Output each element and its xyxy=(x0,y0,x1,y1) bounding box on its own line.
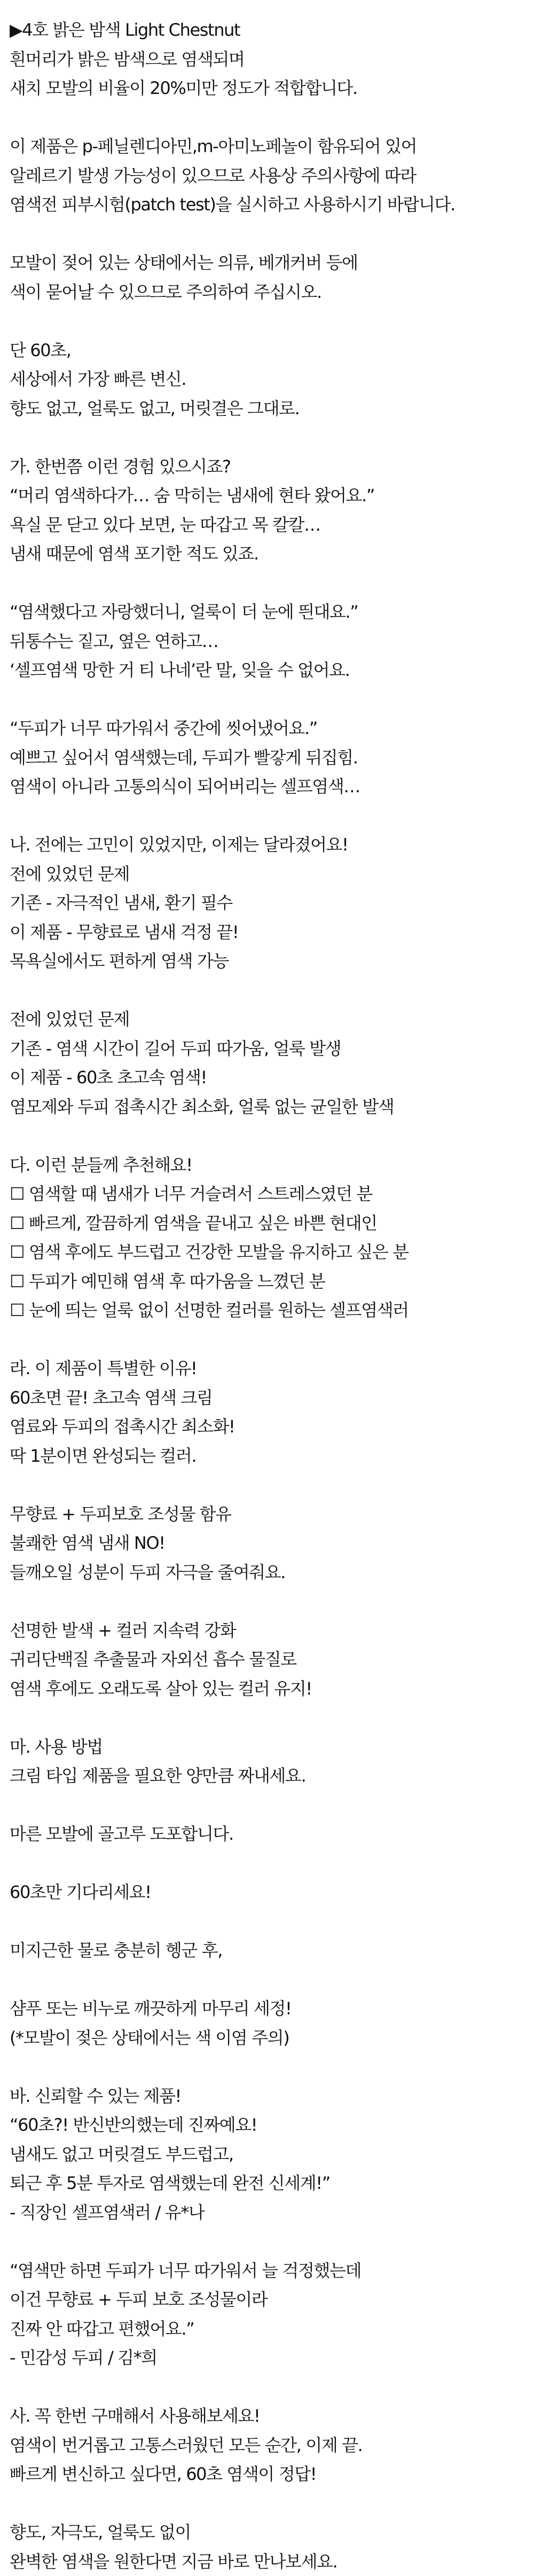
text-line: 이건 무향료 + 두피 보호 조성물이라 xyxy=(10,2285,534,2314)
text-line: 선명한 발색 + 컬러 지속력 강화 xyxy=(10,1616,534,1645)
text-line: 단 60초, xyxy=(10,336,534,365)
paragraph-gap xyxy=(10,1791,534,1820)
paragraph-gap xyxy=(10,1587,534,1616)
text-line: 퇴근 후 5분 투자로 염색했는데 완전 신세계!” xyxy=(10,2169,534,2198)
text-line: 염색이 아니라 고통의식이 되어버리는 셀프염색… xyxy=(10,772,534,801)
text-line: 60초만 기다리세요! xyxy=(10,1878,534,1907)
paragraph xyxy=(10,1500,534,1587)
paragraph xyxy=(10,15,534,103)
paragraph-gap xyxy=(10,1703,534,1732)
paragraph-gap xyxy=(10,423,534,452)
text-line: 염색전 피부시험(patch test)을 실시하고 사용하시기 바랍니다. xyxy=(10,190,534,219)
text-line: 세상에서 가장 빠른 변신. xyxy=(10,365,534,394)
paragraph-gap xyxy=(10,1965,534,1995)
text-line: 라. 이 제품이 특별한 이유! xyxy=(10,1354,534,1383)
text-line: 염색 후에도 오래도록 살아 있는 컬러 유지! xyxy=(10,1674,534,1704)
paragraph-gap xyxy=(10,2373,534,2402)
text-line: 흰머리가 밝은 밤색으로 염색되며 xyxy=(10,45,534,74)
paragraph-gap xyxy=(10,306,534,336)
text-line: 미지근한 물로 충분히 헹군 후, xyxy=(10,1936,534,1965)
paragraph xyxy=(10,2518,534,2576)
paragraph-gap xyxy=(10,569,534,598)
paragraph xyxy=(10,1354,534,1470)
text-line: ‘셀프염색 망한 거 티 나네’란 말, 잊을 수 없어요. xyxy=(10,656,534,685)
text-line: 목욕실에서도 편하게 염색 가능 xyxy=(10,947,534,976)
paragraph xyxy=(10,248,534,306)
text-line: ☐ 염색 후에도 부드럽고 건강한 모발을 유지하고 싶은 분 xyxy=(10,1238,534,1267)
text-line: 다. 이런 분들께 추천해요! xyxy=(10,1151,534,1180)
text-line: 가. 한번쯤 이런 경험 있으시죠? xyxy=(10,452,534,482)
text-line: 크림 타입 제품을 필요한 양만큼 짜내세요. xyxy=(10,1761,534,1791)
text-line: - 직장인 셀프염색러 / 유*나 xyxy=(10,2198,534,2227)
text-line: ☐ 빠르게, 깔끔하게 염색을 끝내고 싶은 바쁜 현대인 xyxy=(10,1209,534,1238)
paragraph-gap xyxy=(10,2227,534,2256)
paragraph-gap xyxy=(10,1121,534,1151)
text-line: “두피가 너무 따가워서 중간에 씻어냈어요.” xyxy=(10,714,534,743)
paragraph xyxy=(10,1936,534,1965)
paragraph xyxy=(10,1616,534,1704)
paragraph-gap xyxy=(10,976,534,1005)
paragraph-gap xyxy=(10,1907,534,1936)
text-line: 모발이 젖어 있는 상태에서는 의류, 베개커버 등에 xyxy=(10,248,534,278)
paragraph-gap xyxy=(10,685,534,714)
text-line: 귀리단백질 추출물과 자외선 흡수 물질로 xyxy=(10,1645,534,1674)
text-line: “염색만 하면 두피가 너무 따가워서 늘 걱정했는데 xyxy=(10,2256,534,2286)
text-line: 뒤통수는 짙고, 옆은 연하고… xyxy=(10,627,534,656)
text-line: 들깨오일 성분이 두피 자극을 줄여줘요. xyxy=(10,1558,534,1587)
text-line: 이 제품은 p-페닐렌디아민,m-아미노페놀이 함유되어 있어 xyxy=(10,132,534,161)
text-line: 불쾌한 염색 냄새 NO! xyxy=(10,1529,534,1558)
text-line: 딱 1분이면 완성되는 컬러. xyxy=(10,1441,534,1471)
text-line: ▶4호 밝은 밤색 Light Chestnut xyxy=(10,15,534,45)
text-line: 완벽한 염색을 원한다면 지금 바로 만나보세요. xyxy=(10,2547,534,2576)
paragraph xyxy=(10,1878,534,1907)
paragraph-gap xyxy=(10,2489,534,2518)
text-line: 사. 꼭 한번 구매해서 사용해보세요! xyxy=(10,2401,534,2431)
text-line: 예쁘고 싶어서 염색했는데, 두피가 빨갛게 뒤집힘. xyxy=(10,743,534,773)
text-line: 향도 없고, 얼룩도 없고, 머릿결은 그대로. xyxy=(10,394,534,423)
paragraph xyxy=(10,2082,534,2227)
text-line: 색이 묻어날 수 있으므로 주의하여 주십시오. xyxy=(10,278,534,307)
text-line: 새치 모발의 비율이 20%미만 정도가 적합합니다. xyxy=(10,74,534,103)
paragraph-gap xyxy=(10,1325,534,1354)
text-line: “머리 염색하다가… 숨 막히는 냄새에 현타 왔어요.” xyxy=(10,481,534,510)
paragraph-gap xyxy=(10,2052,534,2082)
text-line: 나. 전에는 고민이 있었지만, 이제는 달라졌어요! xyxy=(10,830,534,860)
text-line: - 민감성 두피 / 김*희 xyxy=(10,2343,534,2373)
paragraph xyxy=(10,1005,534,1121)
text-line: 무향료 + 두피보호 조성물 함유 xyxy=(10,1500,534,1529)
text-line: 이 제품 - 무향료로 냄새 걱정 끝! xyxy=(10,918,534,947)
paragraph xyxy=(10,1994,534,2052)
text-line: 샴푸 또는 비누로 깨끗하게 마무리 세정! xyxy=(10,1994,534,2023)
text-line: 욕실 문 닫고 있다 보면, 눈 따갑고 목 칼칼… xyxy=(10,510,534,540)
text-line: (*모발이 젖은 상태에서는 색 이염 주의) xyxy=(10,2023,534,2053)
text-line: 염모제와 두피 접촉시간 최소화, 얼룩 없는 균일한 발색 xyxy=(10,1092,534,1122)
text-line: 전에 있었던 문제 xyxy=(10,1005,534,1034)
text-line: 진짜 안 따갑고 편했어요.” xyxy=(10,2314,534,2344)
text-line: 염색이 번거롭고 고통스러웠던 모든 순간, 이제 끝. xyxy=(10,2431,534,2460)
text-line: “60초?! 반신반의했는데 진짜예요! xyxy=(10,2110,534,2140)
paragraph-gap xyxy=(10,801,534,831)
text-line: 빠르게 변신하고 싶다면, 60초 염색이 정답! xyxy=(10,2460,534,2489)
paragraph-gap xyxy=(10,1849,534,1878)
paragraph xyxy=(10,1151,534,1325)
paragraph xyxy=(10,336,534,423)
text-line: 냄새 때문에 염색 포기한 적도 있죠. xyxy=(10,539,534,569)
paragraph-gap xyxy=(10,103,534,132)
paragraph xyxy=(10,1819,534,1849)
text-line: 마른 모발에 골고루 도포합니다. xyxy=(10,1819,534,1849)
paragraph xyxy=(10,132,534,219)
text-line: 전에 있었던 문제 xyxy=(10,860,534,889)
text-line: ☐ 두피가 예민해 염색 후 따가움을 느꼈던 분 xyxy=(10,1267,534,1296)
text-line: 향도, 자극도, 얼룩도 없이 xyxy=(10,2518,534,2547)
text-line: ☐ 염색할 때 냄새가 너무 거슬려서 스트레스였던 분 xyxy=(10,1179,534,1209)
paragraph-gap xyxy=(10,219,534,249)
text-line: “염색했다고 자랑했더니, 얼룩이 더 눈에 띈대요.” xyxy=(10,597,534,627)
paragraph xyxy=(10,714,534,801)
text-line: 염료와 두피의 접촉시간 최소화! xyxy=(10,1412,534,1441)
text-line: 냄새도 없고 머릿결도 부드럽고, xyxy=(10,2140,534,2169)
text-line: 알레르기 발생 가능성이 있으므로 사용상 주의사항에 따라 xyxy=(10,161,534,191)
text-line: 바. 신뢰할 수 있는 제품! xyxy=(10,2082,534,2111)
text-line: ☐ 눈에 띄는 얼룩 없이 선명한 컬러를 원하는 셀프염색러 xyxy=(10,1296,534,1325)
paragraph-gap xyxy=(10,1470,534,1500)
paragraph xyxy=(10,1732,534,1791)
text-line: 마. 사용 방법 xyxy=(10,1732,534,1762)
text-line: 이 제품 - 60초 초고속 염색! xyxy=(10,1063,534,1092)
paragraph xyxy=(10,2256,534,2373)
paragraph xyxy=(10,452,534,569)
paragraph xyxy=(10,2401,534,2489)
text-line: 기존 - 염색 시간이 길어 두피 따가움, 얼룩 발생 xyxy=(10,1034,534,1064)
text-line: 기존 - 자극적인 냄새, 환기 필수 xyxy=(10,888,534,918)
paragraph xyxy=(10,830,534,976)
paragraph xyxy=(10,597,534,685)
text-line: 60초면 끝! 초고속 염색 크림 xyxy=(10,1383,534,1413)
